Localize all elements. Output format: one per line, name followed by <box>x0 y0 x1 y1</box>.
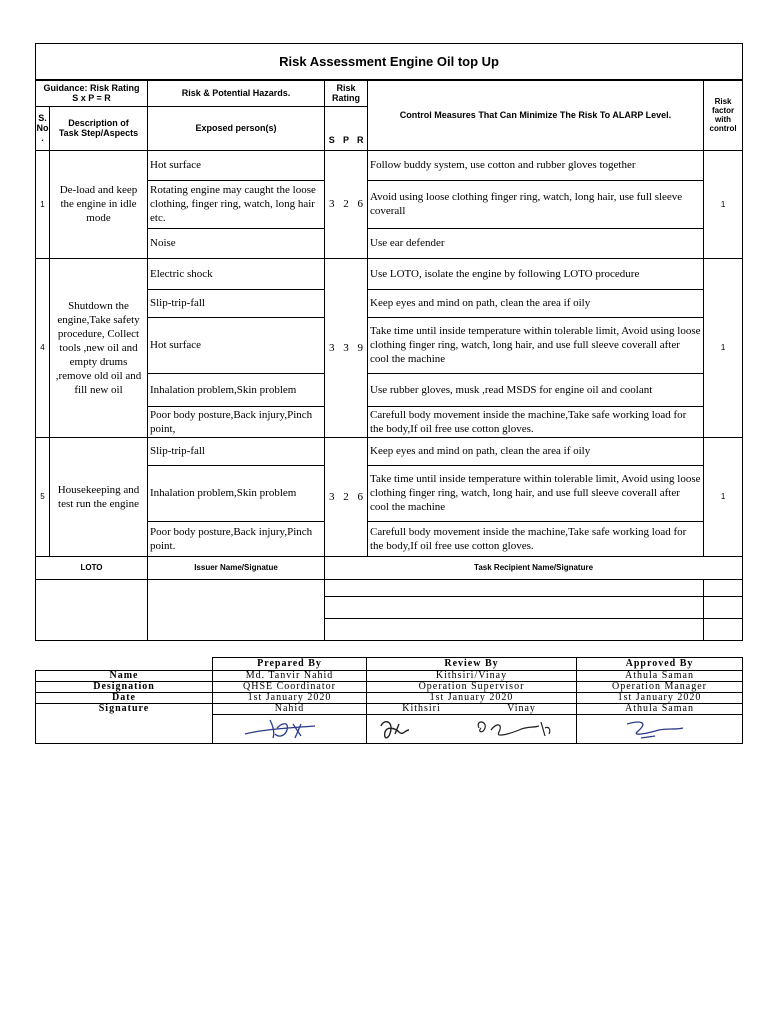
approval-block <box>35 657 742 744</box>
review-name: Kithsiri/Vinay <box>367 671 577 682</box>
control-cell: Use LOTO, isolate the engine by following LOTO procedure <box>368 258 704 289</box>
row-number: 5 <box>36 437 50 556</box>
risk-rating-header <box>325 80 368 106</box>
prepared-by-header: Prepared By <box>213 658 367 671</box>
r-header: R <box>354 130 368 150</box>
approval-corner <box>36 658 213 671</box>
sno-line2: No <box>36 123 49 133</box>
control-cell: Carefull body movement inside the machine,Take safe working load for the body,If oil free use cotton gloves. <box>368 521 704 556</box>
risk-factor-value: 1 <box>704 437 743 556</box>
issuer-signature-cell <box>148 579 325 640</box>
control-cell: Avoid using loose clothing finger ring, watch, long hair, use full sleeve coverall <box>368 180 704 228</box>
recipient-signature-cell <box>325 618 704 640</box>
review-signers <box>367 704 577 715</box>
risk-factor-value: 1 <box>704 150 743 258</box>
review-date: 1st January 2020 <box>367 693 577 704</box>
control-cell: Use rubber gloves, musk ,read MSDS for engine oil and coolant <box>368 373 704 406</box>
task-description: Housekeeping and test run the engine <box>50 437 148 556</box>
guidance-header <box>36 80 148 106</box>
prepared-signature-mark <box>215 716 365 742</box>
guidance-line2: S x P = R <box>72 93 111 104</box>
hazard-cell: Electric shock <box>148 258 325 289</box>
hazard-cell: Slip-trip-fall <box>148 289 325 317</box>
probability-value: 3 <box>339 258 354 437</box>
probability-value: 2 <box>339 150 354 258</box>
task-description: De-load and keep the engine in idle mode <box>50 150 148 258</box>
review-signer2: Vinay <box>507 703 536 714</box>
task-description: Shutdown the engine,Take safety procedure, Collect tools ,new oil and empty drums ,remove old oil and fill new oil <box>50 258 148 437</box>
s-header: S <box>325 130 339 150</box>
risk-factor-line3: with <box>715 115 732 125</box>
p-header: P <box>339 130 354 150</box>
control-cell: Use ear defender <box>368 228 704 258</box>
control-cell: Keep eyes and mind on path, clean the area if oily <box>368 289 704 317</box>
exposed-persons-header: Exposed person(s) <box>148 106 325 150</box>
risk-factor-line1: Risk <box>714 97 732 107</box>
control-measures-header: Control Measures That Can Minimize The Risk To ALARP Level. <box>368 80 704 150</box>
risk-factor-header <box>704 80 743 150</box>
approved-signature-mark <box>579 716 739 742</box>
loto-extra-cell <box>704 596 743 618</box>
sno-header <box>36 106 50 150</box>
hazard-cell: Poor body posture,Back injury,Pinch point, <box>148 406 325 437</box>
severity-value: 3 <box>325 258 339 437</box>
approved-name: Athula Saman <box>577 671 743 682</box>
hazard-cell: Rotating engine may caught the loose clothing, finger ring, watch, long hair etc. <box>148 180 325 228</box>
guidance-line1: Guidance: Risk Rating <box>43 83 140 94</box>
probability-value: 2 <box>339 437 354 556</box>
row-number: 1 <box>36 150 50 258</box>
approved-signature <box>577 715 743 744</box>
risk-factor-line4: control <box>709 124 737 134</box>
loto-extra-cell <box>704 618 743 640</box>
approval-table <box>35 657 743 744</box>
sno-line3: . <box>41 133 44 143</box>
severity-value: 3 <box>325 150 339 258</box>
hazard-cell: Inhalation problem,Skin problem <box>148 465 325 521</box>
risk-assessment-sheet <box>35 43 742 641</box>
control-cell: Keep eyes and mind on path, clean the area if oily <box>368 437 704 465</box>
row-number: 4 <box>36 258 50 437</box>
hazard-cell: Hot surface <box>148 317 325 373</box>
prepared-name: Md. Tanvir Nahid <box>213 671 367 682</box>
risk-table <box>35 43 743 641</box>
approved-designation: Operation Manager <box>577 682 743 693</box>
risk-factor-line2: factor <box>711 106 735 116</box>
recipient-signature-cell <box>325 596 704 618</box>
designation-label: Designation <box>36 682 213 693</box>
review-designation: Operation Supervisor <box>367 682 577 693</box>
prepared-designation: QHSE Coordinator <box>213 682 367 693</box>
description-line2: Task Step/Aspects <box>58 128 139 138</box>
review-by-header: Review By <box>367 658 577 671</box>
hazard-cell: Hot surface <box>148 150 325 180</box>
approved-signer: Athula Saman <box>577 704 743 715</box>
srp-spacer <box>325 106 368 130</box>
control-cell: Carefull body movement inside the machine,Take safe working load for the body,If oil free use cotton gloves. <box>368 406 704 437</box>
hazard-cell: Slip-trip-fall <box>148 437 325 465</box>
approved-by-header: Approved By <box>577 658 743 671</box>
prepared-signer: Nahid <box>213 704 367 715</box>
date-label: Date <box>36 693 213 704</box>
sno-line1: S. <box>38 113 47 123</box>
loto-label: LOTO <box>36 556 148 579</box>
hazard-cell: Poor body posture,Back injury,Pinch point. <box>148 521 325 556</box>
issuer-label: Issuer Name/Signatue <box>148 556 325 579</box>
loto-header-row <box>36 556 743 579</box>
risk-value: 6 <box>354 437 368 556</box>
table-row <box>36 258 743 289</box>
review-signature-mark <box>369 716 575 742</box>
review-signer1: Kithsiri <box>402 703 441 714</box>
table-row <box>36 150 743 180</box>
description-line1: Description of <box>68 118 129 128</box>
name-label: Name <box>36 671 213 682</box>
control-cell: Follow buddy system, use cotton and rubber gloves together <box>368 150 704 180</box>
loto-row <box>36 579 743 596</box>
risk-value: 9 <box>354 258 368 437</box>
recipient-label: Task Recipient Name/Signature <box>325 556 743 579</box>
prepared-date: 1st January 2020 <box>213 693 367 704</box>
description-header <box>50 106 148 150</box>
control-cell: Take time until inside temperature within tolerable limit, Avoid using loose clothing finger ring, watch, long hair, and use full sleeve coverall after cool the machine <box>368 465 704 521</box>
risk-rating-line1: Risk <box>336 83 356 94</box>
hazards-header: Risk & Potential Hazards. <box>148 80 325 106</box>
risk-rating-line2: Rating <box>332 93 360 104</box>
signature-label: Signature <box>36 704 213 744</box>
loto-extra-cell <box>704 579 743 596</box>
review-signature <box>367 715 577 744</box>
control-cell: Take time until inside temperature within tolerable limit, Avoid using loose clothing finger ring, watch, long hair, and use full sleeve coverall after cool the machine <box>368 317 704 373</box>
hazard-cell: Inhalation problem,Skin problem <box>148 373 325 406</box>
severity-value: 3 <box>325 437 339 556</box>
recipient-signature-cell <box>325 579 704 596</box>
prepared-signature <box>213 715 367 744</box>
risk-value: 6 <box>354 150 368 258</box>
loto-cell <box>36 579 148 640</box>
hazard-cell: Noise <box>148 228 325 258</box>
document-title: Risk Assessment Engine Oil top Up <box>36 44 743 81</box>
risk-factor-value: 1 <box>704 258 743 437</box>
approved-date: 1st January 2020 <box>577 693 743 704</box>
table-row <box>36 437 743 465</box>
